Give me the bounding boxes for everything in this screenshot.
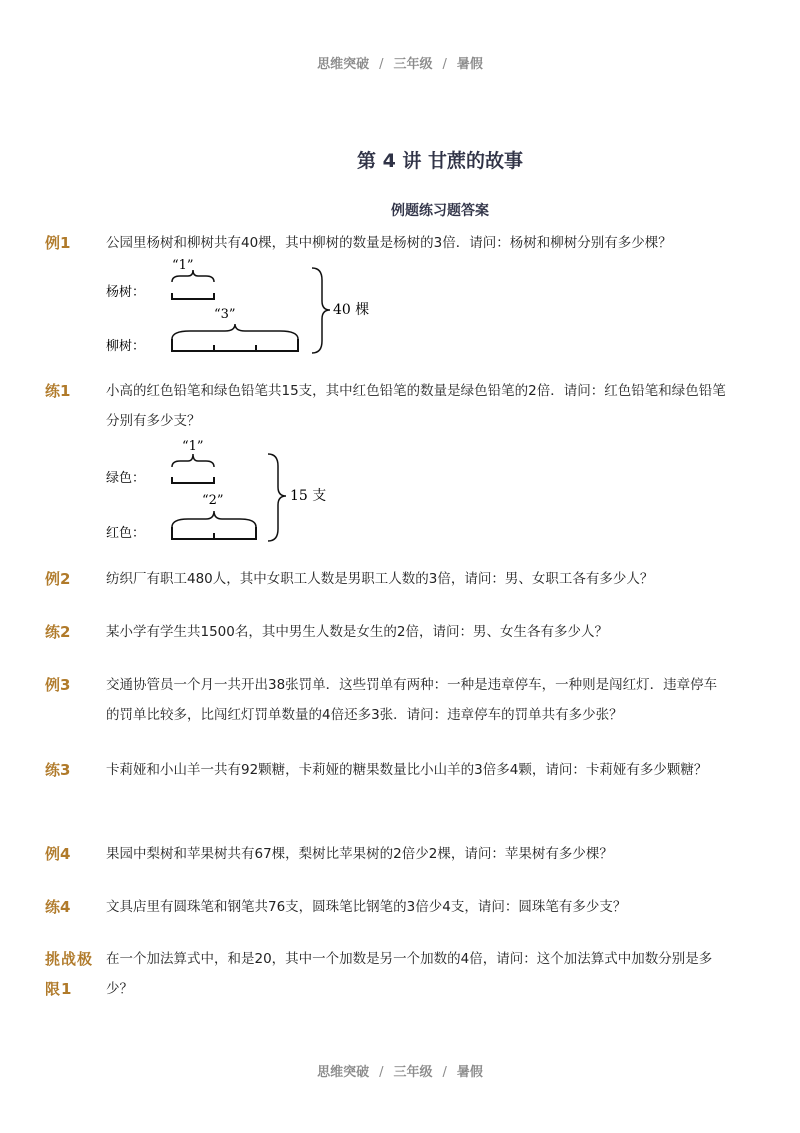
- line-segment-diagram-1: [100, 255, 400, 360]
- problem-label: 例1: [45, 234, 71, 252]
- problem-text: 文具店里有圆珠笔和钢笔共76支，圆珠笔比钢笔的3倍少4支，请问：圆珠笔有多少支？: [106, 899, 627, 915]
- page-footer: [0, 1061, 800, 1080]
- problem-label: 练2: [45, 623, 71, 641]
- footer-separator: /: [379, 1065, 384, 1080]
- problem-label: 例2: [45, 570, 71, 588]
- diagram-row-label: 柳树：: [106, 339, 146, 354]
- brace-icon: [172, 454, 214, 467]
- problem-text: 某小学有学生共1500名，其中男生人数是女生的2倍，请问：男、女生各有多少人？: [106, 624, 608, 640]
- segment-bar: [172, 477, 214, 483]
- problem-text: 小高的红色铅笔和绿色铅笔共15支，其中红色铅笔的数量是绿色铅笔的2倍．请问：红色铅笔和绿色铅笔分别有多少支？: [106, 383, 726, 429]
- header-separator: /: [442, 57, 447, 72]
- diagram-mark: “1”: [172, 258, 194, 273]
- footer-separator: /: [442, 1065, 447, 1080]
- lecture-title: 第 4 讲 甘蔗的故事: [356, 150, 524, 172]
- problem-label: 例4: [45, 845, 71, 863]
- problem-text: 果园中梨树和苹果树共有67棵，梨树比苹果树的2倍少2棵，请问：苹果树有多少棵？: [106, 846, 613, 862]
- diagram-row-label: 红色：: [106, 526, 146, 541]
- brace-icon: [172, 511, 256, 527]
- segment-bar: [172, 527, 256, 539]
- section-title: 例题练习题答案: [391, 203, 489, 219]
- segment-bar: [172, 339, 298, 351]
- problem-text: 卡莉娅和小山羊一共有92颗糖，卡莉娅的糖果数量比小山羊的3倍多4颗，请问：卡莉娅有多少颗糖？: [106, 762, 708, 778]
- header-grade: 三年级: [393, 57, 433, 72]
- diagram-mark: “1”: [182, 439, 204, 454]
- problem-label: 练4: [45, 898, 71, 916]
- problem-label: 练3: [45, 761, 71, 779]
- diagram-total: 15 支: [290, 488, 327, 504]
- footer-term: 暑假: [456, 1065, 483, 1080]
- diagram-row-label: 杨树：: [106, 285, 146, 300]
- problem-text: 在一个加法算式中，和是20，其中一个加数是另一个加数的4倍，请问：这个加法算式中加数分别是多少？: [106, 951, 713, 997]
- header-separator: /: [379, 57, 384, 72]
- footer-school: 思维突破: [317, 1065, 370, 1080]
- diagram-mark: “2”: [202, 493, 224, 508]
- problem-text: 公园里杨树和柳树共有40棵，其中柳树的数量是杨树的3倍．请问：杨树和柳树分别有多少棵？: [106, 235, 672, 251]
- problem-label: 练1: [45, 382, 71, 400]
- brace-icon: [172, 324, 298, 339]
- problem-text: 交通协管员一个月一共开出38张罚单．这些罚单有两种：一种是违章停车，一种则是闯红灯．违章停车的罚单比较多，比闯红灯罚单数量的4倍还多3张．请问：违章停车的罚单共有多少张？: [106, 677, 718, 723]
- brace-icon: [312, 268, 330, 353]
- problem-label: 挑战极限1: [45, 950, 94, 998]
- problem-text: 纺织厂有职工480人，其中女职工人数是男职工人数的3倍，请问：男、女职工各有多少人？: [106, 571, 654, 587]
- header-term: 暑假: [456, 57, 483, 72]
- diagram-row-label: 绿色：: [106, 471, 146, 486]
- brace-icon: [268, 454, 286, 541]
- page-header: [0, 53, 800, 72]
- diagram-mark: “3”: [214, 307, 236, 322]
- segment-bar: [172, 293, 214, 299]
- footer-grade: 三年级: [393, 1065, 433, 1080]
- problem-label: 例3: [45, 676, 71, 694]
- diagram-total: 40 棵: [333, 302, 370, 318]
- line-segment-diagram-2: [100, 437, 360, 547]
- header-school: 思维突破: [317, 57, 370, 72]
